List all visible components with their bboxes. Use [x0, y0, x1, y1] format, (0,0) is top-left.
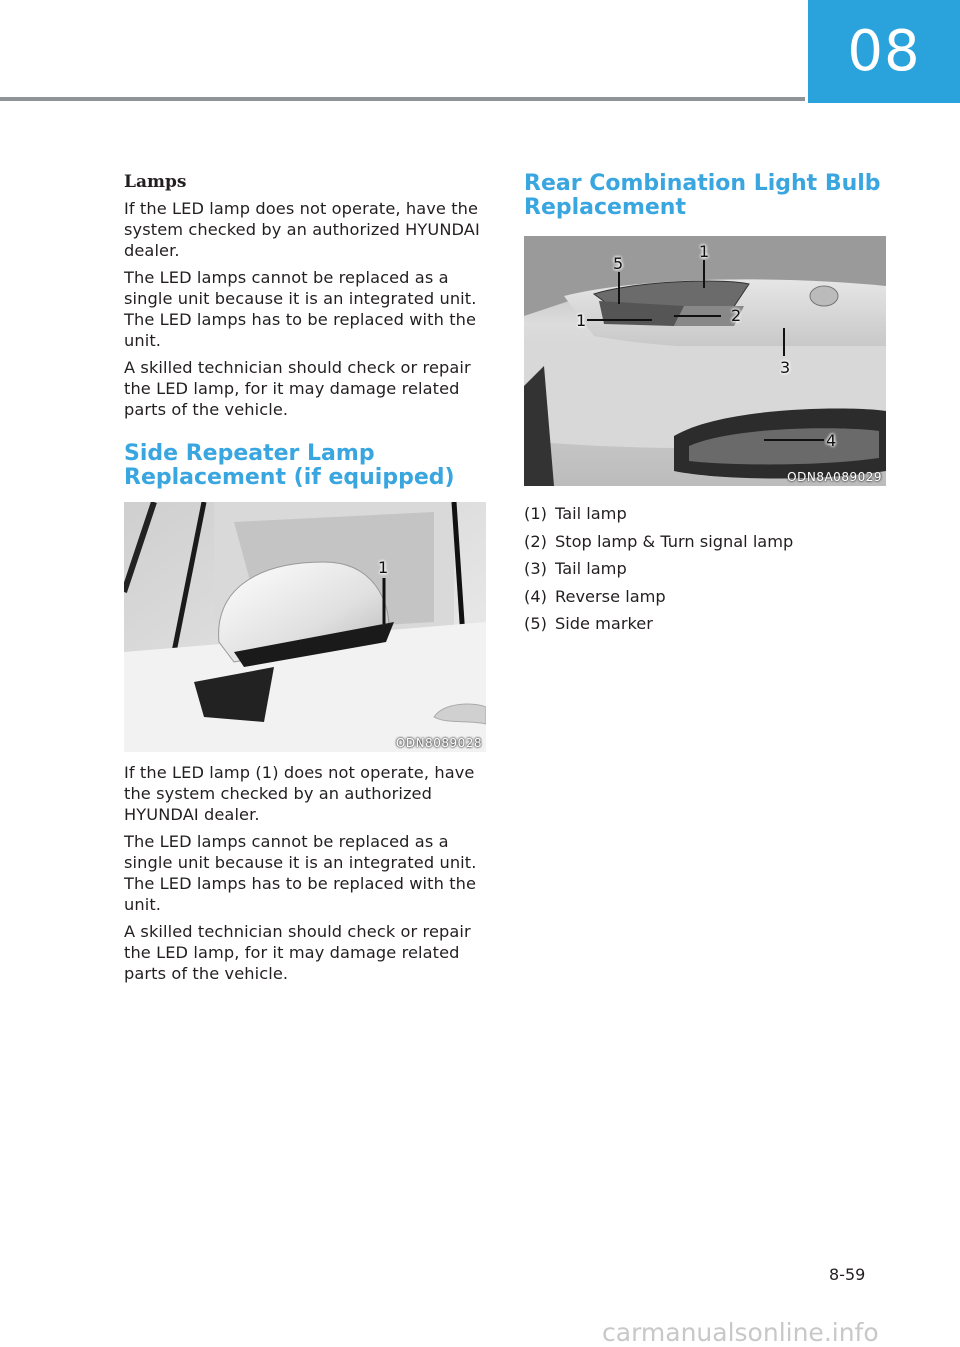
chapter-tab: 08 — [808, 0, 960, 103]
parts-list — [524, 500, 886, 638]
right-column — [524, 172, 886, 638]
callout-1-top: 1 — [699, 242, 710, 261]
header-rule — [0, 97, 805, 101]
list-item: (2) Stop lamp & Turn signal lamp — [524, 531, 794, 551]
callout-2: 2 — [731, 306, 742, 325]
rear-light-figure — [524, 236, 886, 486]
callout-3: 3 — [780, 358, 791, 377]
list-item: (3) Tail lamp — [524, 559, 627, 578]
list-item: (4) Reverse lamp — [524, 586, 666, 606]
page-number: 8-59 — [829, 1265, 866, 1284]
callout-1-left: 1 — [576, 311, 587, 330]
side-mirror-illustration — [124, 502, 486, 752]
watermark-link[interactable]: carmanualsonline.info — [602, 1318, 879, 1347]
callout-1: 1 — [378, 558, 389, 577]
side-paragraph: If the LED lamp (1) does not operate, have the system checked by an authorized HYUNDAI dealer. — [124, 763, 475, 824]
lamps-heading: Lamps — [124, 172, 187, 192]
callout-5: 5 — [613, 254, 624, 273]
side-repeater-title: Side Repeater Lamp Replacement (if equipped) — [124, 441, 455, 490]
side-paragraph: A skilled technician should check or repair the LED lamp, for it may damage related parts of the vehicle. — [124, 922, 471, 983]
side-paragraph: The LED lamps cannot be replaced as a single unit because it is an integrated unit. The LED lamps has to be replaced with the unit. — [124, 832, 477, 914]
lamps-paragraph: If the LED lamp does not operate, have the system checked by an authorized HYUNDAI dealer. — [124, 199, 480, 260]
figure-code: ODN8089028 — [395, 736, 482, 750]
lamps-paragraph: A skilled technician should check or repair the LED lamp, for it may damage related parts of the vehicle. — [124, 358, 471, 419]
lamps-paragraph: The LED lamps cannot be replaced as a single unit because it is an integrated unit. The LED lamps has to be replaced with the unit. — [124, 268, 477, 350]
list-item: (1) Tail lamp — [524, 504, 627, 523]
figure-code: ODN8A089029 — [787, 470, 882, 484]
side-mirror-figure — [124, 502, 486, 752]
left-column — [124, 172, 486, 990]
rear-combination-title: Rear Combination Light Bulb Replacement — [524, 171, 881, 220]
list-item: (5) Side marker — [524, 614, 653, 633]
callout-4: 4 — [826, 431, 837, 450]
